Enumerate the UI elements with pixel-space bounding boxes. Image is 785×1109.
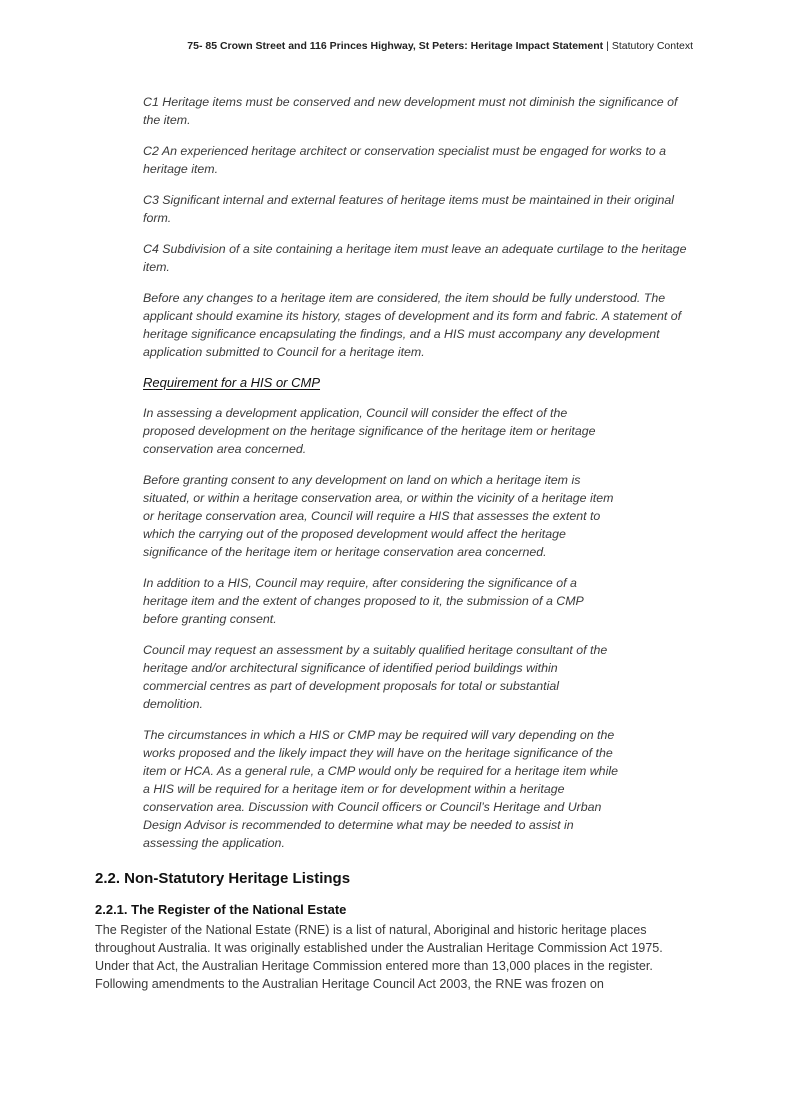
requirement-paragraph: Before granting consent to any development on land on which a heritage item is situated, or within a heritage conservation area, or within the vicinity of a heritage item or heritage conservation area, Council will require a HIS that assesses the extent to which the carrying out of the proposed development would affect the heritage significance of the heritage item or heritage conservation area concerned. — [143, 473, 614, 559]
control-c2: C2 An experienced heritage architect or conservation specialist must be engaged for works to a heritage item. — [143, 144, 666, 176]
requirement-paragraph: In assessing a development application, Council will consider the effect of the proposed development on the heritage significance of the heritage item or heritage conservation area concerned. — [143, 406, 596, 456]
section-heading-2-2: 2.2. Non-Statutory Heritage Listings — [95, 870, 351, 887]
page-content — [95, 93, 695, 993]
header-separator: | — [606, 40, 609, 52]
requirement-paragraph: The circumstances in which a HIS or CMP may be required will vary depending on the works proposed and the likely impact they will have on the heritage significance of the item or HCA. As a general rule, a CMP would only be required for a heritage item while a HIS will be required for a heritage item or for development within a heritage conservation area. Discussion with Council officers or Council’s Heritage and Urban Design Advisor is recommended to determine what may be needed to assist in assessing the application. — [143, 728, 618, 850]
intro-paragraph: Before any changes to a heritage item are considered, the item should be fully understood. The applicant should examine its history, stages of development and its form and fabric. A statement of heritage significance encapsulating the findings, and a HIS must accompany any development application submitted to Council for a heritage item. — [143, 291, 682, 359]
subsection-heading-2-2-1: 2.2.1. The Register of the National Estate — [95, 902, 347, 917]
control-c1: C1 Heritage items must be conserved and new development must not diminish the significance of the item. — [143, 95, 678, 127]
document-title: 75- 85 Crown Street and 116 Princes Highway, St Peters: Heritage Impact Statement — [187, 40, 604, 52]
page-header — [187, 40, 693, 52]
control-c3: C3 Significant internal and external features of heritage items must be maintained in their original form. — [143, 193, 675, 225]
requirement-paragraph: In addition to a HIS, Council may require, after considering the significance of a heritage item and the extent of changes proposed to it, the submission of a CMP before granting consent. — [143, 576, 584, 626]
requirement-heading: Requirement for a HIS or CMP — [143, 375, 321, 390]
requirement-paragraph: Council may request an assessment by a suitably qualified heritage consultant of the heritage and/or architectural significance of identified period buildings within commercial centres as part of development proposals for total or substantial demolition. — [143, 643, 608, 711]
requirement-paragraphs — [143, 404, 618, 852]
rne-paragraph: The Register of the National Estate (RNE) is a list of natural, Aboriginal and historic heritage places throughout Australia. It was originally established under the Australian Heritage Commission Act 1975. Under that Act, the Australian Heritage Commission entered more than 13,000 places in the register. Following amendments to the Australian Heritage Council Act 2003, the RNE was frozen on — [95, 923, 663, 991]
controls-list — [143, 93, 688, 361]
section-name: Statutory Context — [611, 40, 693, 52]
control-c4: C4 Subdivision of a site containing a heritage item must leave an adequate curtilage to the heritage item. — [143, 242, 687, 274]
